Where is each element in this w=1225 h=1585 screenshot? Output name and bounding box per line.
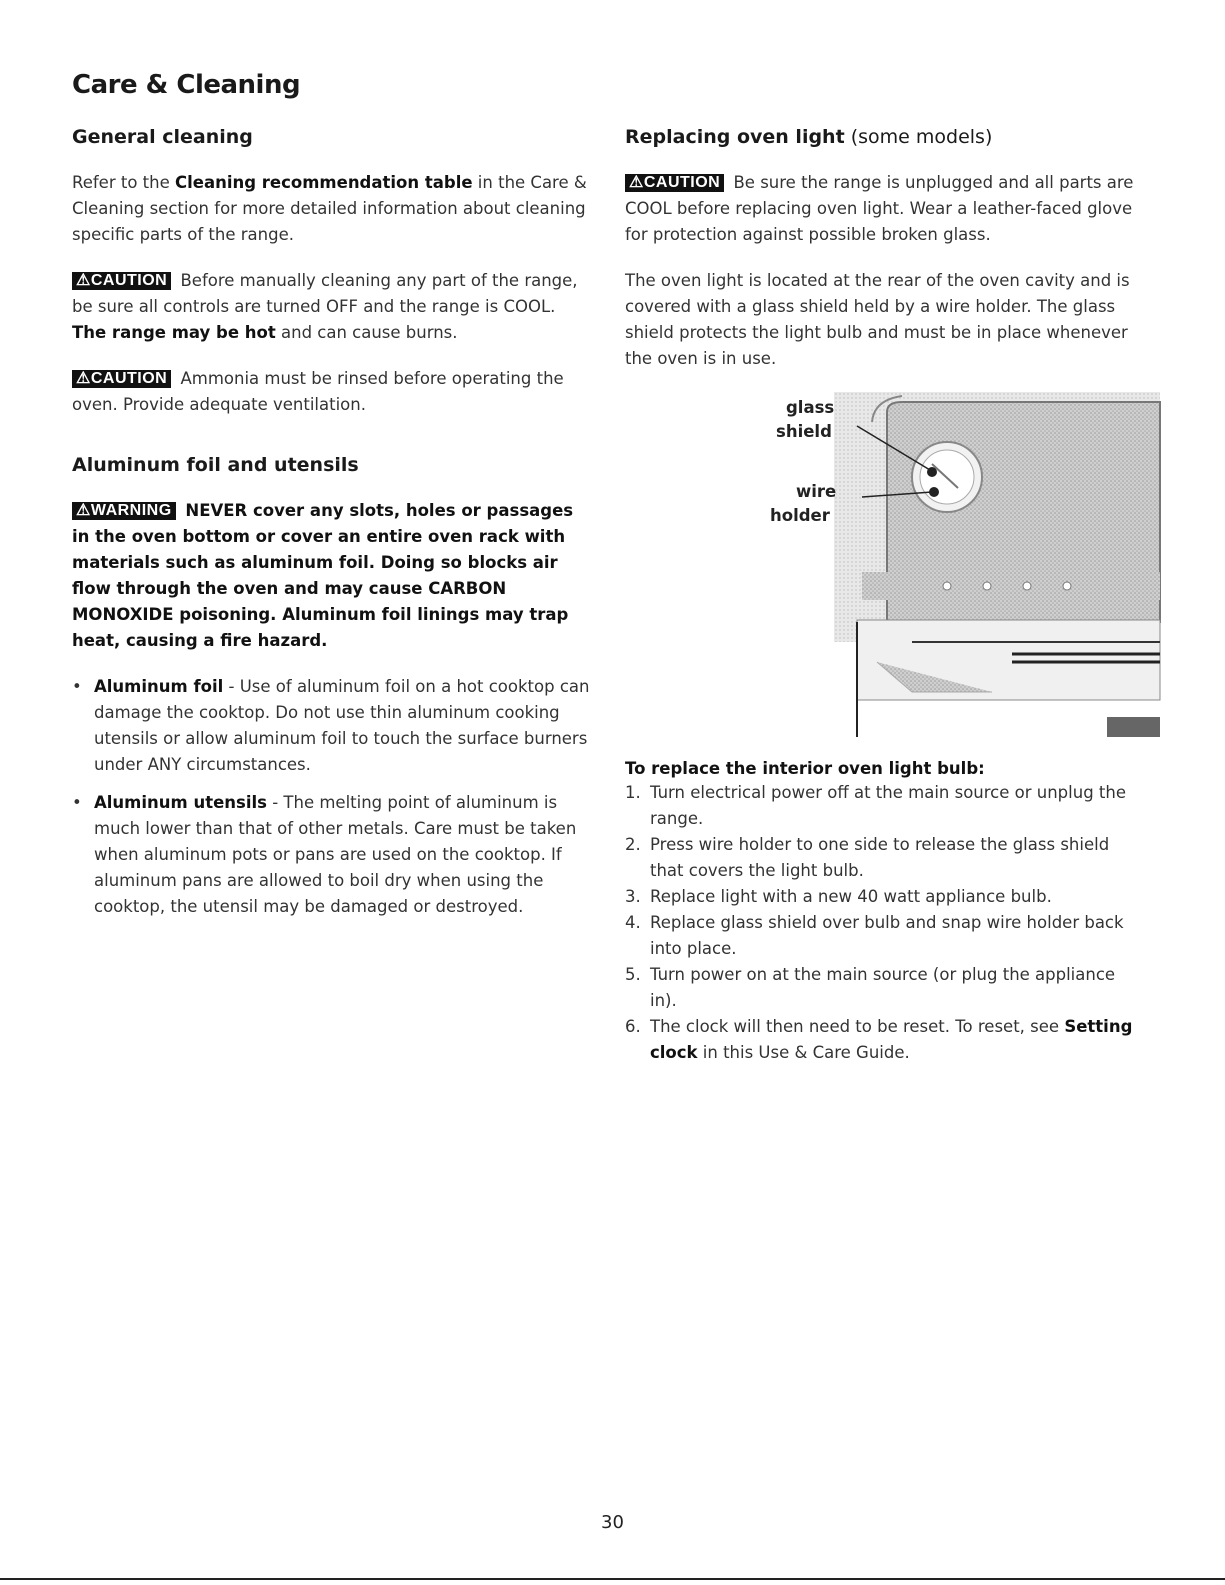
heading-text: Replacing oven light: [625, 126, 845, 148]
oven-light-figure: [762, 392, 1162, 737]
label-wire: wire: [796, 482, 837, 501]
emphasis: The range may be hot: [72, 323, 276, 342]
general-cleaning-paragraph: [72, 170, 592, 248]
step-text: Replace glass shield over bulb and snap wire holder back into place.: [650, 913, 1124, 958]
text: Ammonia must be rinsed before operating the oven. Provide adequate ventilation.: [72, 369, 564, 414]
step-number: 3.: [625, 887, 641, 906]
bottom-rule: [0, 1578, 1225, 1580]
label-glass: glass: [786, 398, 835, 417]
warning-aluminum-foil: [72, 498, 592, 654]
list-item: [625, 832, 1145, 884]
step-text: Press wire holder to one side to release the glass shield that covers the light bulb.: [650, 835, 1110, 880]
text: and can cause burns.: [275, 323, 458, 342]
step-text: Replace light with a new 40 watt appliance bulb.: [650, 887, 1052, 906]
list-item: [625, 1014, 1145, 1066]
bullet-text: - Use of aluminum foil on a hot cooktop can damage the cooktop. Do not use thin aluminum cooking utensils or allow aluminum foil to touch the surface burners under ANY circumstances.: [94, 677, 590, 774]
step-text: in this Use & Care Guide.: [697, 1043, 910, 1062]
label-shield: shield: [776, 422, 832, 441]
general-cleaning-heading: General cleaning: [72, 126, 253, 148]
warning-badge: ⚠WARNING: [72, 502, 176, 520]
caution-badge: ⚠CAUTION: [72, 370, 171, 388]
list-item: [625, 780, 1145, 832]
text: Before manually cleaning any part of the range, be sure all controls are turned OFF and the range is COOL.: [72, 271, 578, 316]
label-holder: holder: [770, 506, 830, 525]
steps-title: To replace the interior oven light bulb:: [625, 759, 985, 778]
text: Be sure the range is unplugged and all parts are COOL before replacing oven light. Wear a leather-faced glove for protection against possible broken glass.: [625, 173, 1134, 244]
list-item: [72, 674, 592, 778]
step-number: 1.: [625, 783, 641, 802]
list-item: [625, 910, 1145, 962]
step-text: Turn electrical power off at the main source or unplug the range.: [650, 783, 1126, 828]
setting-clock-reference: Setting clock: [650, 1017, 1133, 1062]
list-item: [72, 790, 592, 920]
caution-ammonia: [72, 366, 592, 418]
caution-badge: ⚠CAUTION: [625, 174, 724, 192]
step-number: 5.: [625, 965, 641, 984]
steps-list: [625, 780, 1145, 1066]
list-item: [625, 962, 1145, 1014]
text: NEVER cover any slots, holes or passages in the oven bottom or cover an entire oven rack with materials such as aluminum foil. Doing so blocks air flow through the oven and may cause CARBON MONOXIDE poisoning. Aluminum foil linings may trap heat, causing a fire hazard.: [72, 501, 574, 650]
replacing-oven-light-heading: [625, 126, 1145, 148]
heading-suffix: (some models): [844, 126, 993, 148]
caution-oven-light: [625, 170, 1145, 248]
bullet-text: - The melting point of aluminum is much lower than that of other metals. Care must be taken when aluminum pots or pans are used on the cooktop. If aluminum pans are allowed to boil dry when using the cooktop, the utensil may be damaged or destroyed.: [94, 793, 577, 916]
step-text: The clock will then need to be reset. To reset, see: [650, 1017, 1065, 1036]
page-title: Care & Cleaning: [72, 70, 301, 100]
bullet-term: Aluminum utensils: [94, 793, 267, 812]
right-column: [625, 118, 1145, 1066]
oven-light-description: The oven light is located at the rear of the oven cavity and is covered with a glass shield held by a wire holder. The glass shield protects the light bulb and must be in place whenever the oven is in use.: [625, 271, 1130, 368]
step-number: 6.: [625, 1017, 641, 1036]
step-text: Turn power on at the main source (or plug the appliance in).: [650, 965, 1116, 1010]
step-number: 4.: [625, 913, 641, 932]
aluminum-foil-heading: Aluminum foil and utensils: [72, 454, 359, 476]
left-column: [72, 118, 592, 932]
step-number: 2.: [625, 835, 641, 854]
cleaning-table-reference: Cleaning recommendation table: [175, 173, 473, 192]
list-item: [625, 884, 1145, 910]
page-number: 30: [601, 1512, 624, 1533]
caution-manual-cleaning: [72, 268, 592, 346]
text: in the Care & Cleaning section for more detailed information about cleaning specific parts of the range.: [72, 173, 587, 244]
bullet-term: Aluminum foil: [94, 677, 224, 696]
text: Refer to the: [72, 173, 175, 192]
caution-badge: ⚠CAUTION: [72, 272, 171, 290]
aluminum-bullet-list: [72, 674, 592, 920]
